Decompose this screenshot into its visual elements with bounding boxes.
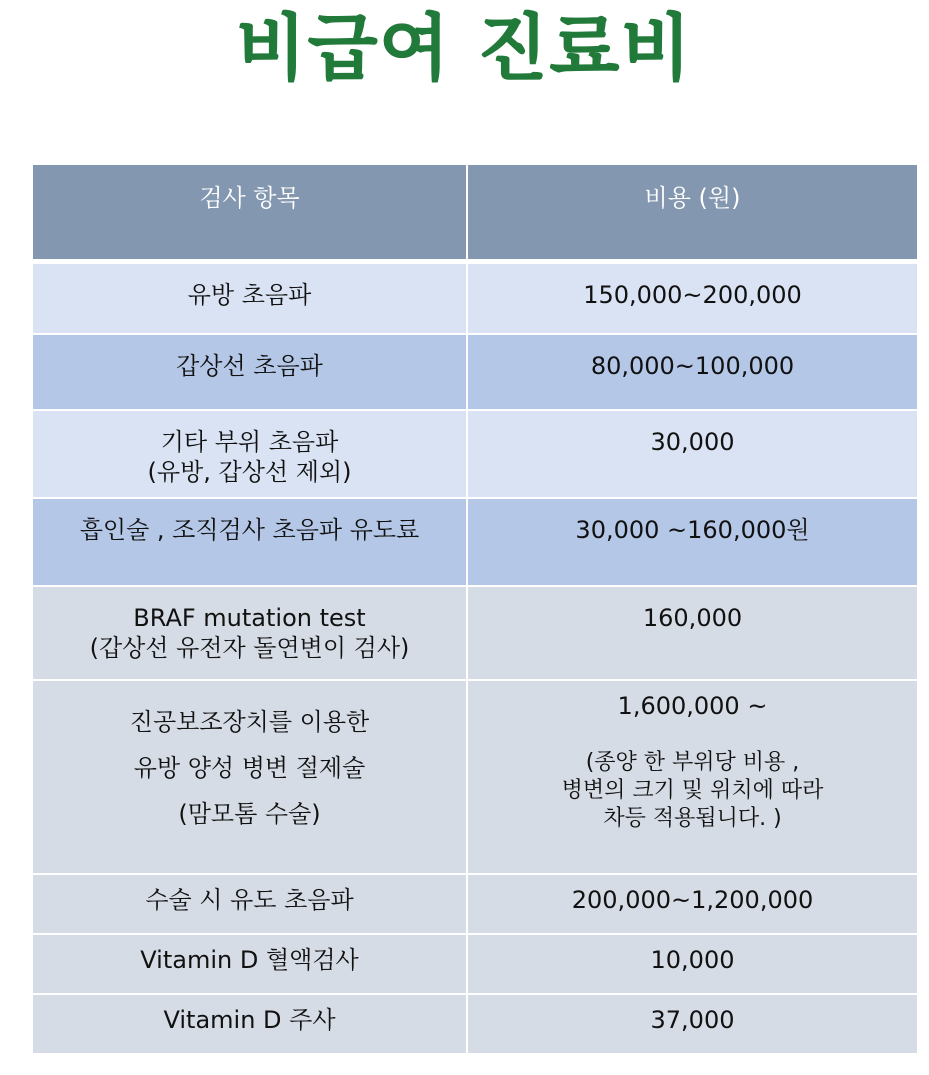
header-item: 검사 항목 xyxy=(32,164,467,261)
item-subtext: (유방, 갑상선 제외) xyxy=(147,458,352,486)
cost-text: 150,000~200,000 xyxy=(583,280,802,309)
item-text: Vitamin D 혈액검사 xyxy=(140,946,359,974)
cost-text: 30,000 xyxy=(650,428,735,456)
item-text: 기타 부위 초음파 xyxy=(160,428,339,456)
cost-cell xyxy=(467,680,918,874)
cost-text: 10,000 xyxy=(650,946,735,974)
cost-text: 80,000~100,000 xyxy=(590,352,795,380)
item-cell xyxy=(32,586,467,680)
table-row xyxy=(32,334,918,410)
cost-cell xyxy=(467,261,918,334)
table-row xyxy=(32,680,918,874)
cost-cell xyxy=(467,410,918,498)
cost-cell xyxy=(467,334,918,410)
item-text: 흡인술 , 조직검사 초음파 유도료 xyxy=(79,516,420,544)
cost-text: 160,000 xyxy=(642,604,743,632)
item-subtext: (갑상선 유전자 돌연변이 검사) xyxy=(89,634,410,662)
item-subtext: (맘모톰 수술) xyxy=(178,800,321,828)
table-header-row xyxy=(32,164,918,261)
item-cell xyxy=(32,410,467,498)
cost-cell xyxy=(467,934,918,994)
table-row xyxy=(32,874,918,934)
item-cell xyxy=(32,261,467,334)
item-cell xyxy=(32,934,467,994)
cost-cell xyxy=(467,994,918,1054)
cost-note: 차등 적용됩니다. ) xyxy=(603,806,782,831)
item-cell xyxy=(32,334,467,410)
cost-cell xyxy=(467,874,918,934)
table-row xyxy=(32,934,918,994)
cost-note: (종양 한 부위당 비용 , xyxy=(585,750,800,775)
cost-note: 병변의 크기 및 위치에 따라 xyxy=(561,778,824,803)
page-title: 비급여 진료비 xyxy=(236,6,693,90)
item-text: 유방 초음파 xyxy=(187,280,312,309)
cost-text: 200,000~1,200,000 xyxy=(571,886,814,914)
item-text: 진공보조장치를 이용한 xyxy=(129,708,370,736)
cost-text: 1,600,000 ~ xyxy=(617,692,768,720)
table-row xyxy=(32,994,918,1054)
item-text: BRAF mutation test xyxy=(133,604,366,632)
table-row xyxy=(32,410,918,498)
table-row xyxy=(32,586,918,680)
item-cell xyxy=(32,994,467,1054)
cost-cell xyxy=(467,586,918,680)
item-text: 유방 양성 병변 절제술 xyxy=(133,754,366,782)
cost-text: 30,000 ~160,000원 xyxy=(575,516,810,544)
item-cell xyxy=(32,498,467,586)
item-text: 수술 시 유도 초음파 xyxy=(145,886,354,914)
header-cost: 비용 (원) xyxy=(467,164,918,261)
cost-text: 37,000 xyxy=(650,1006,735,1034)
cost-cell xyxy=(467,498,918,586)
table-row xyxy=(32,261,918,334)
item-text: 갑상선 초음파 xyxy=(176,352,323,380)
item-text: Vitamin D 주사 xyxy=(163,1006,336,1034)
item-cell xyxy=(32,680,467,874)
item-cell xyxy=(32,874,467,934)
fee-table xyxy=(31,163,919,1055)
table-row xyxy=(32,498,918,586)
